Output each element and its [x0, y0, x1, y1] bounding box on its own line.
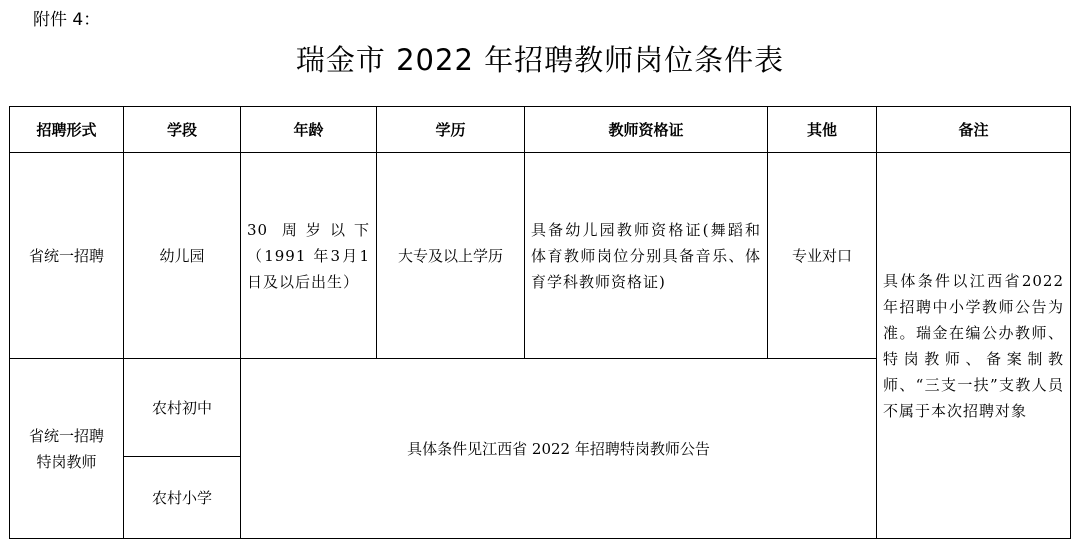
header-age: 年龄 [241, 107, 377, 153]
header-stage: 学段 [124, 107, 241, 153]
header-note: 备注 [877, 107, 1071, 153]
cell-certificate: 具备幼儿园教师资格证(舞蹈和体育教师岗位分别具备音乐、体育学科教师资格证) [525, 153, 768, 359]
header-other: 其他 [768, 107, 877, 153]
cell-other: 专业对口 [768, 153, 877, 359]
conditions-table [9, 106, 1071, 539]
form-line-2: 特岗教师 [36, 452, 97, 471]
cell-education: 大专及以上学历 [377, 153, 525, 359]
cell-stage-rural-primary: 农村小学 [124, 457, 241, 539]
table-header-row [10, 107, 1071, 153]
cell-special-post-conditions: 具体条件见江西省 2022 年招聘特岗教师公告 [241, 359, 877, 539]
cell-stage-rural-middle: 农村初中 [124, 359, 241, 457]
header-certificate: 教师资格证 [525, 107, 768, 153]
page-title: 瑞金市 2022 年招聘教师岗位条件表 [295, 43, 785, 77]
cell-form-special-post [10, 359, 124, 539]
table-row [10, 153, 1071, 359]
cell-form-provincial: 省统一招聘 [10, 153, 124, 359]
header-education: 学历 [377, 107, 525, 153]
cell-age: 30 周岁以下（1991 年3月1日及以后出生） [241, 153, 377, 359]
form-line-1: 省统一招聘 [28, 426, 104, 445]
header-recruit-form: 招聘形式 [10, 107, 124, 153]
attachment-label: 附件 4： [33, 10, 101, 30]
cell-note: 具体条件以江西省2022 年招聘中小学教师公告为准。瑞金在编公办教师、特岗教师、备案制教师、“三支一扶”支教人员不属于本次招聘对象 [877, 153, 1071, 539]
cell-stage-kindergarten: 幼儿园 [124, 153, 241, 359]
